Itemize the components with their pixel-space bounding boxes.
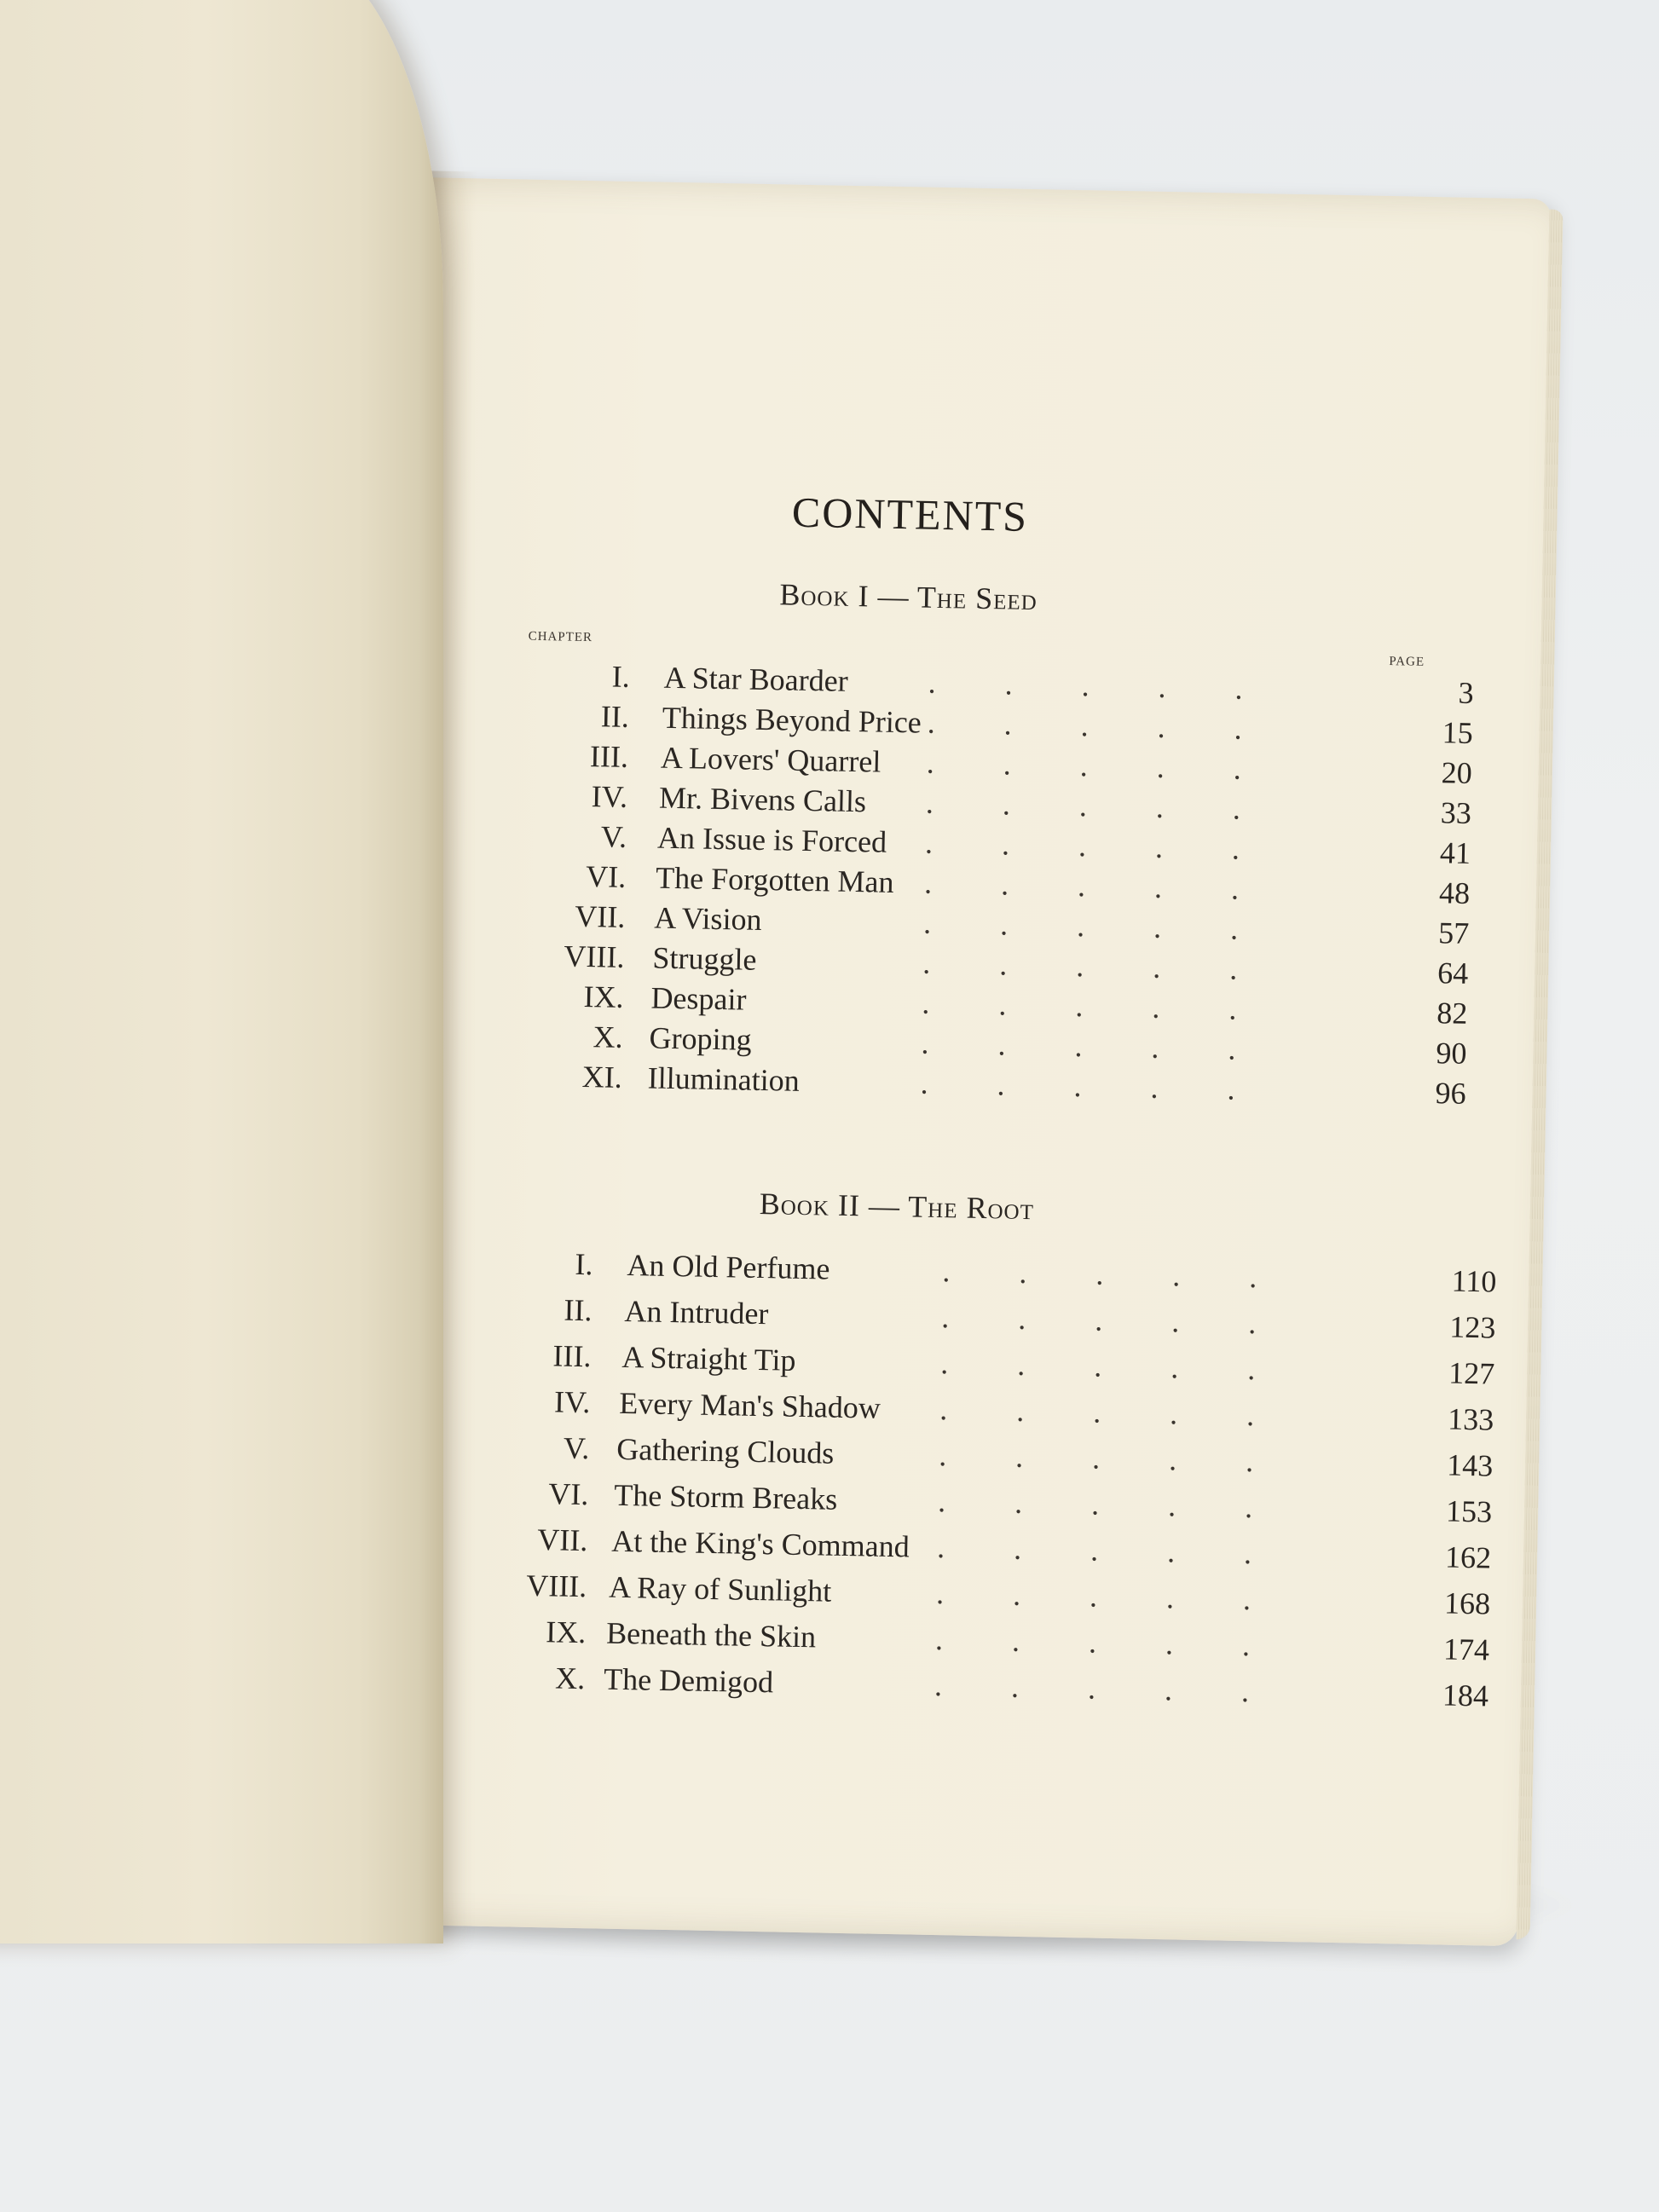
chapter-title: An Old Perfume — [627, 1248, 830, 1286]
leader-dots: . . . . . — [926, 745, 1242, 786]
chapter-number: VI. — [547, 1476, 589, 1512]
page-number: 168 — [1443, 1585, 1491, 1621]
chapter-number: VIII. — [564, 939, 625, 974]
chapter-title: The Storm Breaks — [613, 1477, 838, 1516]
chapter-number: VII. — [574, 898, 626, 934]
leader-dots: . . . . . — [935, 1576, 1251, 1617]
chapter-title: Illumination — [647, 1060, 801, 1098]
book-1-heading: Book I — The Seed — [779, 577, 1038, 617]
leader-dots: . . . . . — [921, 1025, 1236, 1066]
chapter-number: II. — [600, 699, 630, 734]
chapter-title: Things Beyond Price — [662, 700, 922, 740]
page-number: 110 — [1451, 1263, 1497, 1299]
chapter-number: I. — [575, 1246, 593, 1282]
leader-dots: . . . . . — [928, 665, 1244, 706]
leader-dots: . . . . . — [937, 1484, 1253, 1525]
chapter-number: IV. — [591, 779, 628, 814]
page-number: 15 — [1442, 715, 1474, 750]
chapter-number: IV. — [553, 1384, 591, 1420]
page-label: PAGE — [1389, 655, 1425, 669]
page-number: 143 — [1446, 1447, 1494, 1483]
chapter-title: The Demigod — [603, 1661, 774, 1700]
page-number: 133 — [1447, 1401, 1494, 1437]
chapter-title: A Straight Tip — [621, 1339, 796, 1377]
chapter-title: A Vision — [653, 900, 762, 937]
chapter-title: A Lovers' Quarrel — [660, 740, 882, 779]
page-number: 174 — [1442, 1632, 1490, 1667]
leader-dots: . . . . . — [923, 865, 1240, 906]
contents-title: CONTENTS — [791, 488, 1029, 540]
chapter-number: III. — [552, 1338, 592, 1374]
chapter-label: CHAPTER — [528, 629, 593, 645]
page-number: 184 — [1442, 1678, 1489, 1713]
leader-dots: . . . . . — [934, 1622, 1251, 1663]
chapter-title: A Ray of Sunlight — [608, 1569, 832, 1608]
chapter-number: II. — [564, 1292, 592, 1328]
chapter-title: An Issue is Forced — [656, 820, 887, 859]
chapter-number: VI. — [585, 859, 627, 894]
page-number: 57 — [1437, 915, 1470, 950]
page-number: 162 — [1444, 1539, 1492, 1575]
leader-dots: . . . . . — [934, 1668, 1250, 1709]
chapter-title: The Forgotten Man — [655, 860, 894, 899]
chapter-number: VII. — [536, 1522, 588, 1558]
chapter-number: IX. — [583, 979, 624, 1014]
page-number: 41 — [1439, 835, 1471, 870]
chapter-title: Struggle — [652, 940, 757, 977]
leader-dots: . . . . . — [922, 945, 1238, 986]
chapter-title: Beneath the Skin — [605, 1615, 817, 1655]
page-number: 3 — [1458, 675, 1474, 710]
page-number: 127 — [1448, 1355, 1495, 1391]
chapter-number: VIII. — [525, 1568, 587, 1604]
page-number: 123 — [1448, 1309, 1496, 1345]
book-2-heading: Book II — The Root — [759, 1186, 1035, 1227]
leader-dots: . . . . . — [941, 1300, 1257, 1341]
chapter-title: Despair — [650, 980, 747, 1017]
chapter-number: IX. — [545, 1614, 587, 1650]
leader-dots: . . . . . — [942, 1254, 1257, 1295]
leader-dots: . . . . . — [922, 905, 1239, 946]
chapter-number: III. — [589, 739, 629, 774]
chapter-number: I. — [611, 659, 631, 694]
leader-dots: . . . . . — [925, 785, 1241, 826]
page-number: 96 — [1435, 1076, 1466, 1111]
chapter-title: A Star Boarder — [663, 660, 849, 698]
page-number: 33 — [1440, 795, 1472, 830]
leader-dots: . . . . . — [920, 1066, 1235, 1106]
leader-dots: . . . . . — [939, 1392, 1255, 1433]
chapter-number: X. — [592, 1019, 624, 1054]
chapter-number: XI. — [581, 1059, 623, 1094]
chapter-number: V. — [563, 1430, 590, 1466]
page-number: 153 — [1445, 1493, 1493, 1529]
left-page-curl — [0, 0, 443, 1943]
leader-dots: . . . . . — [924, 825, 1240, 866]
chapter-title: An Intruder — [624, 1293, 769, 1331]
leader-dots: . . . . . — [938, 1438, 1254, 1479]
leader-dots: . . . . . — [922, 985, 1237, 1026]
page-number: 48 — [1438, 875, 1471, 910]
leader-dots: . . . . . — [927, 705, 1243, 746]
leader-dots: . . . . . — [936, 1530, 1252, 1571]
chapter-title: Mr. Bivens Calls — [658, 780, 867, 819]
leader-dots: . . . . . — [939, 1346, 1256, 1387]
chapter-title: Groping — [649, 1020, 753, 1057]
chapter-title: Gathering Clouds — [616, 1431, 835, 1470]
page-number: 20 — [1441, 755, 1473, 790]
page-number: 82 — [1436, 996, 1468, 1031]
chapter-title: Every Man's Shadow — [619, 1385, 882, 1425]
page-number: 64 — [1436, 956, 1469, 990]
chapter-title: At the King's Command — [610, 1523, 910, 1564]
chapter-number: V. — [600, 819, 627, 854]
page-number: 90 — [1436, 1036, 1467, 1071]
chapter-number: X. — [554, 1660, 586, 1696]
